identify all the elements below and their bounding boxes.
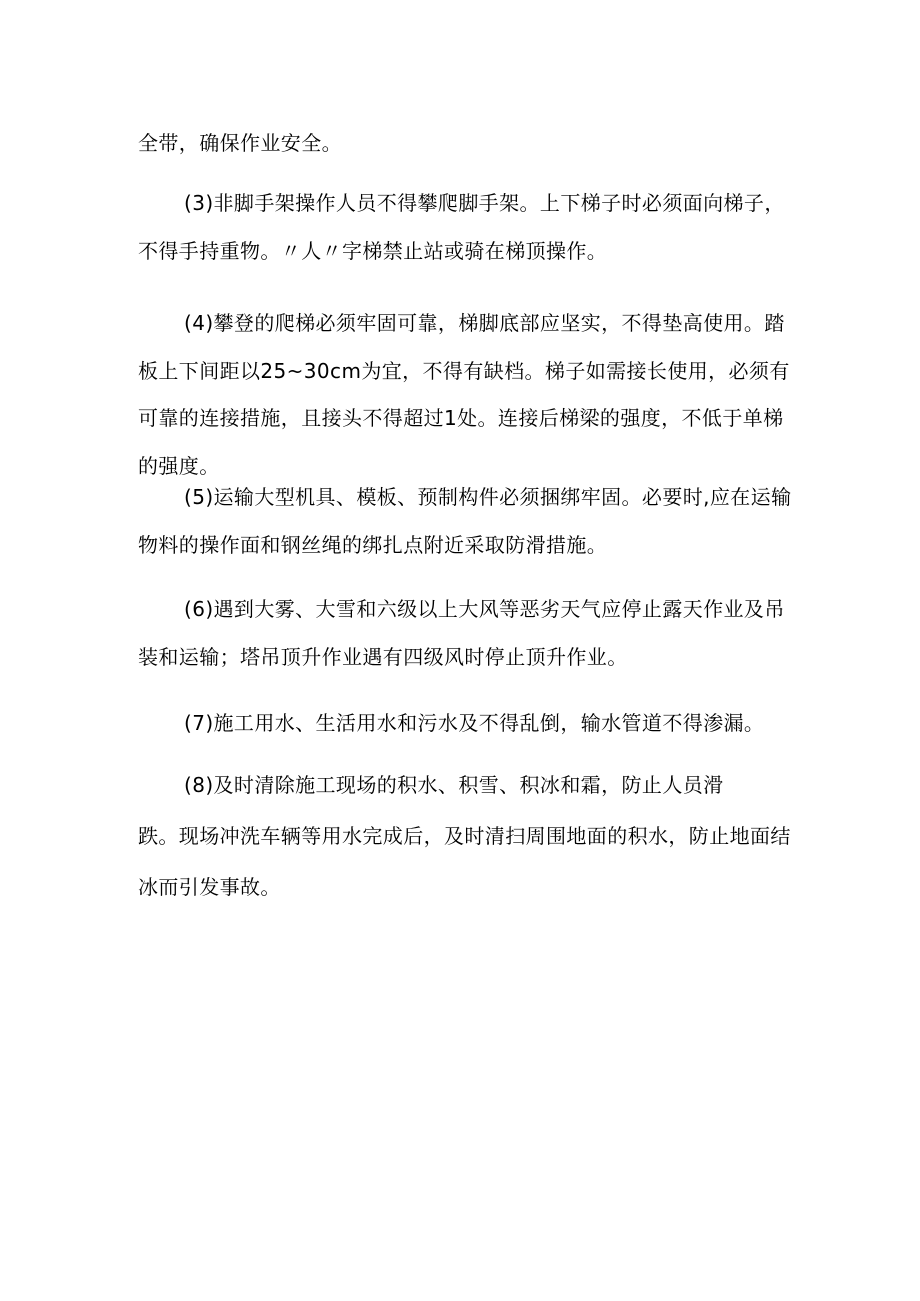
paragraph-line: 物料的操作面和钢丝绳的绑扎点附近采取防滑措施。 [138,532,608,557]
paragraph-line: 全带，确保作业安全。 [138,131,342,155]
paragraph-line: 不得手持重物。〃人〃字梯禁止站或骑在梯顶操作。 [138,238,608,263]
paragraph-line: 冰而引发事故。 [138,875,281,899]
paragraph-line: 板上下间距以25~30cm为宜，不得有缺档。梯子如需接长使用，必须有 [138,358,790,383]
paragraph-line: 跌。现场冲洗车辆等用水完成后，及时清扫周围地面的积水，防止地面结 [138,824,791,848]
paragraph-line: (8)及时清除施工现场的积水、积雪、积冰和霜，防止人员滑 [184,773,724,797]
paragraph-line: (7)施工用水、生活用水和污水及不得乱倒，输水管道不得渗漏。 [184,711,765,735]
paragraph [138,180,786,275]
paragraph-line: (5)运输大型机具、模板、预制构件必须捆绑牢固。必要时,应在运输 [184,485,792,509]
paragraph-line: 的强度。 [138,453,220,478]
paragraph-line: (3)非脚手架操作人员不得攀爬脚手架。上下梯子时必须面向梯子， [184,191,785,215]
paragraph [138,760,791,913]
paragraph-line: (4)攀登的爬梯必须牢固可靠，梯脚底部应坚实，不得垫高使用。踏 [184,311,785,335]
paragraph-line: 装和运输；塔吊顶升作业遇有四级风时停止顶升作业。 [138,644,628,669]
paragraph [138,300,790,490]
paragraph [138,586,786,681]
paragraph-line: (6)遇到大雾、大雪和六级以上大风等恶劣天气应停止露天作业及吊 [184,597,785,621]
paragraph [138,474,792,569]
paragraph-line: 可靠的连接措施，且接头不得超过1处。连接后梯梁的强度，不低于单梯 [138,406,784,430]
paragraph [138,120,786,168]
paragraph [138,700,786,748]
